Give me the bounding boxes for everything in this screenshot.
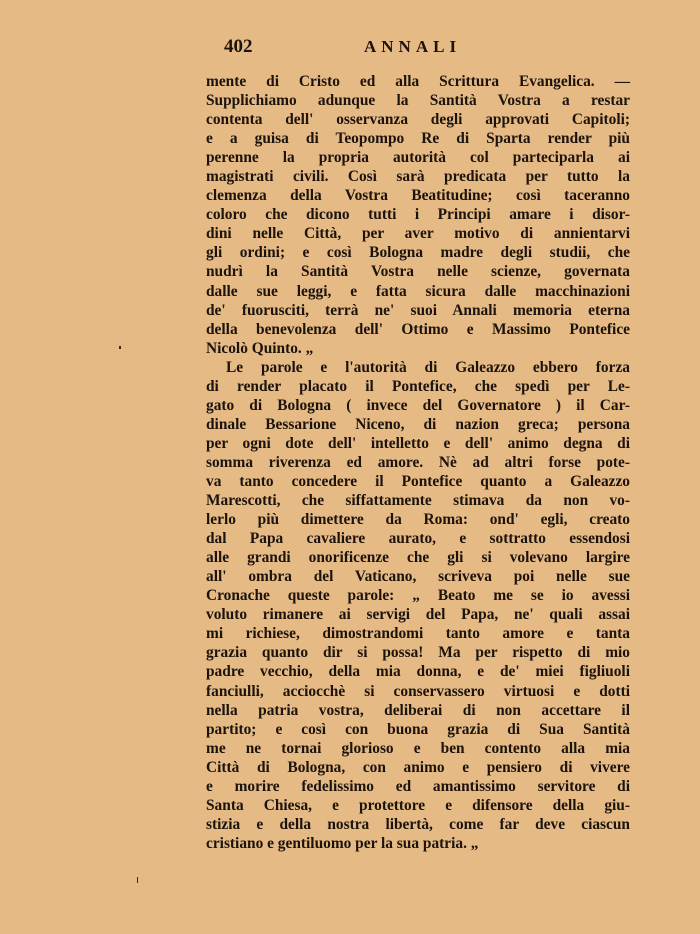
text-line: magistrati civili. Così sarà predicata per tutto la	[206, 168, 630, 186]
text-line: lerlo più dimettere da Roma: ond' egli, creato	[206, 511, 630, 529]
paragraph-start-line: Le parole e l'autorità di Galeazzo ebbero forza	[226, 358, 630, 376]
text-line: dinale Bessarione Niceno, di nazion greca; persona	[206, 415, 630, 433]
paragraph-end-line: cristiano e gentiluomo per la sua patria. „	[206, 834, 479, 852]
text-line: Santa Chiesa, e protettore e difensore della giu-	[206, 796, 630, 814]
ink-speck	[119, 346, 121, 349]
text-line: alle grandi onorificenze che gli si volevano largire	[206, 549, 630, 567]
text-line: stizia e della nostra libertà, come far deve ciascun	[206, 815, 630, 833]
text-line: mente di Cristo ed alla Scrittura Evangelica. —	[206, 73, 630, 90]
text-line: nella patria vostra, deliberai di non accettare il	[206, 701, 630, 719]
page-header	[224, 36, 484, 62]
text-line: voluto rimanere ai servigi del Papa, ne' quali assai	[206, 606, 630, 624]
text-line: de' fuorusciti, terrà ne' suoi Annali memoria eterna	[206, 301, 630, 319]
text-line: partito; e così con buona grazia di Sua Santità	[206, 720, 630, 738]
text-line: Cronache queste parole: „ Beato me se io avessi	[206, 587, 630, 605]
text-line: me ne tornai glorioso e ben contento alla mia	[206, 739, 630, 757]
text-line: e a guisa di Teopompo Re di Sparta render più	[206, 130, 630, 148]
text-line: dal Papa cavaliere aurato, e sottratto essendosi	[206, 530, 630, 548]
text-line: padre vecchio, della mia donna, e de' miei figliuoli	[206, 663, 630, 681]
body-text	[206, 72, 630, 853]
text-line: dalle sue leggi, e fatta sicura dalle macchinazioni	[206, 282, 630, 300]
paragraph-end-line: Nicolò Quinto. „	[206, 339, 314, 357]
text-line: contenta dell' osservanza degli approvati Capitoli;	[206, 111, 630, 129]
text-line: per ogni dote dell' intelletto e dell' animo degna di	[206, 434, 630, 452]
text-line: Supplichiamo adunque la Santità Vostra a restar	[206, 92, 630, 110]
text-line: gato di Bologna ( invece del Governatore ) il Car-	[206, 396, 630, 414]
text-line: fanciulli, acciocchè si conservassero virtuosi e dotti	[206, 682, 630, 700]
page-number: 402	[224, 36, 253, 57]
text-line: Città di Bologna, con animo e pensiero di vivere	[206, 758, 630, 776]
text-line: dini nelle Città, per aver motivo di annientarvi	[206, 225, 630, 243]
running-title: ANNALI	[364, 37, 462, 56]
text-line: della benevolenza dell' Ottimo e Massimo Pontefice	[206, 320, 630, 338]
text-line: nudrì la Santità Vostra nelle scienze, governata	[206, 263, 630, 281]
text-line: all' ombra del Vaticano, scriveva poi nelle sue	[206, 568, 630, 586]
ink-speck	[137, 877, 138, 883]
text-line: perenne la propria autorità col parteciparla ai	[206, 149, 630, 167]
text-line: gli ordini; e così Bologna madre degli studii, che	[206, 244, 630, 262]
text-line: somma riverenza ed amore. Nè ad altri forse pote-	[206, 453, 630, 471]
text-line: Marescotti, che siffattamente stimava da non vo-	[206, 492, 630, 510]
text-line: di render placato il Pontefice, che spedì per Le-	[206, 377, 630, 395]
text-line: clemenza della Vostra Beatitudine; così taceranno	[206, 187, 630, 205]
text-line: coloro che dicono tutti i Principi amare i disor-	[206, 206, 630, 224]
text-line: va tanto concedere il Pontefice quanto a Galeazzo	[206, 472, 630, 490]
text-line: e morire fedelissimo ed amantissimo servitore di	[206, 777, 630, 795]
text-line: mi richiese, dimostrandomi tanto amore e tanta	[206, 625, 630, 643]
text-line: grazia quanto dir si possa! Ma per rispetto di mio	[206, 644, 630, 662]
